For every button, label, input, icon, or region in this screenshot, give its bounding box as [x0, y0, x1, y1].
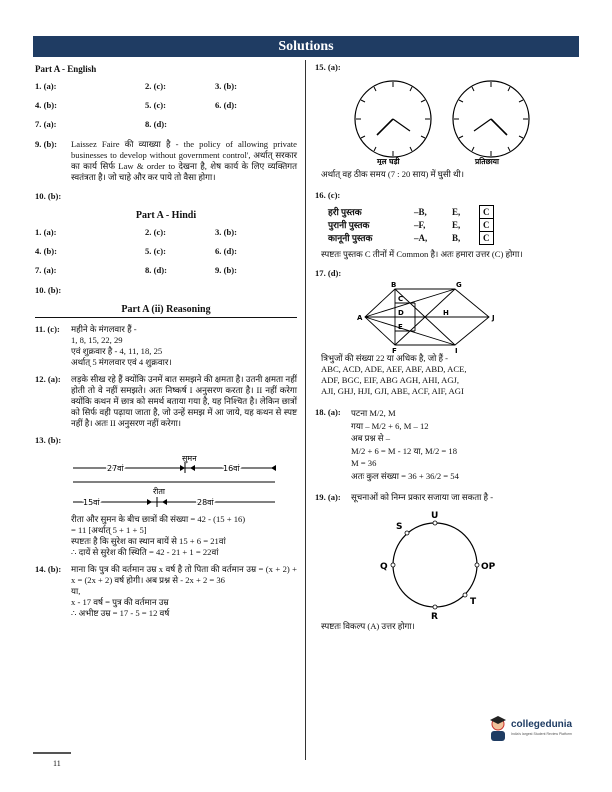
student-icon: [487, 716, 509, 742]
answer-item: 5. (c):: [145, 100, 166, 110]
answer-line: एवं शुक्रवार है - 4, 11, 18, 25: [71, 346, 163, 356]
question-14: [35, 564, 297, 619]
answer-line: या,: [71, 586, 81, 596]
answer-line: स्पष्टतः है कि सुरेश का स्थान बायें से 15 + 6 = 21वां: [71, 536, 226, 546]
mirror-clock-label: प्रतिछाया: [475, 157, 499, 165]
answer-line: गया – M/2 + 6, M – 12: [351, 420, 429, 431]
answer-line: ABC, ACD, ADE, AEF, ABF, ABD, ACE,: [321, 364, 467, 374]
seat-label: R: [431, 612, 438, 621]
answer-item: 2. (c):: [145, 81, 166, 91]
answer-item: 4. (b):: [35, 100, 57, 110]
seat-label: U: [431, 511, 439, 521]
answer-line: अब प्रश्न से –: [351, 433, 390, 443]
table-row: [327, 219, 493, 232]
question-answer-text: सूचनाओं को निम्न प्रकार सजाया जा सकता है -: [351, 492, 494, 502]
answer-line: = 11 [अर्थात् 5 + 1 + 5]: [71, 525, 147, 535]
answer-item: 7. (a):: [35, 265, 57, 275]
question-number: 11. (c):: [35, 324, 60, 334]
answer-item: 3. (b):: [215, 81, 237, 91]
circle-arrangement-diagram: [345, 509, 545, 621]
answer-item: 3. (b):: [215, 227, 237, 237]
question-number: 19. (a):: [315, 492, 341, 502]
solutions-banner: Solutions: [33, 36, 579, 57]
answer-line: अतः कुल संख्या = 36 + 36/2 = 54: [351, 470, 459, 481]
clock-diagram: [315, 73, 577, 165]
answer-item: [270, 227, 310, 238]
book-name: हरी पुस्तक: [328, 206, 362, 217]
question-9: [35, 139, 297, 183]
question-16-text: स्पष्टतः पुस्तक C तीनों में Common है। अतः हमारा उत्तर (C) होगा।: [321, 249, 523, 259]
book-name: पुरानी पुस्तक: [328, 219, 370, 230]
table-cell: B,: [452, 232, 461, 243]
answer-item: 8. (d):: [145, 119, 167, 129]
answer-line: महीने के मंगलवार हैं -: [71, 324, 137, 334]
answer-line: पटना M/2, M: [351, 408, 396, 418]
question-18: [315, 407, 577, 482]
answer-line: ADF, BGC, EIF, ABG AGH, AHI, AGJ,: [321, 375, 460, 385]
vertex-label: C: [398, 295, 404, 303]
answer-line: M/2 + 6 = M - 12 या, M/2 = 18: [351, 445, 458, 456]
answer-item: 1. (a):: [35, 227, 57, 237]
question-19: [315, 492, 577, 503]
answer-line: अर्थात् 5 मंगलवार एवं 4 शुक्रवार।: [71, 357, 172, 367]
answer-line: x - 17 वर्ष = पुत्र की वर्तमान उम्र: [71, 597, 169, 607]
original-clock-label: मूल घड़ी: [377, 157, 400, 165]
answer-item: 2. (c):: [145, 227, 166, 237]
label-15th: 15वां: [83, 498, 100, 507]
answer-line: 1, 8, 15, 22, 29: [71, 335, 123, 345]
question-answer-text: लड़के सीख रहे हैं क्योंकि उनमें बात समझने की क्षमता है। उतनी क्षमता नहीं होती तो वे नहीं समझते। अतः निष्कर्ष I अनुसरण करता है। II नहीं करेगा क्योंकि कथन में छात्र को समर्थ बताया गया है, यह निश्चित है। लेकिन छात्रों को सिर्फ वही पढ़ाया जाता है, जो उन्हें समझ में आ जाये, यह कथन से स्पष्ट नहीं है। अतः II अनुसरण नहीं करेगा।: [71, 374, 297, 428]
vertex-label: G: [456, 281, 462, 289]
vertex-label: F: [392, 347, 397, 353]
question-10-hindi: 10. (b):: [35, 285, 62, 295]
table-cell: E,: [452, 219, 461, 230]
seat-label: Q: [380, 562, 388, 572]
hindi-answers: [35, 227, 297, 276]
table-cell: C: [480, 206, 494, 219]
logo-text: collegedunia: [511, 719, 573, 730]
original-clock: [355, 81, 431, 165]
vertex-label: A: [357, 314, 363, 322]
logo-subtext: India's largest Student Review Platform: [511, 732, 572, 736]
question-16-number: 16. (c):: [315, 190, 341, 200]
label-suman: सुमन: [182, 454, 197, 463]
answer-line: ∴ दायें से सुरेश की स्थिति = 42 - 21 + 1 = 22वां: [71, 547, 219, 557]
answer-line: AJI, GHJ, HJI, GJI, ABE, ACF, AIF, AGI: [321, 386, 464, 396]
left-column: [35, 62, 297, 625]
vertex-label: D: [398, 309, 404, 317]
answer-item: 6. (d):: [215, 100, 237, 110]
english-title: Part A - English: [35, 64, 97, 74]
answer-item: [215, 119, 295, 130]
table-cell: E,: [452, 206, 461, 217]
table-cell: –A,: [414, 232, 428, 243]
vertex-label: E: [398, 323, 403, 331]
answer-item: [270, 265, 310, 276]
row-position-diagram: [35, 452, 297, 514]
question-17-number: 17. (d):: [315, 268, 342, 278]
table-cell: –F,: [414, 219, 426, 230]
english-answers: [35, 81, 297, 130]
question-15-number: 15. (a):: [315, 62, 341, 72]
label-28th: 28वां: [197, 498, 214, 507]
question-11: [35, 324, 297, 368]
collegedunia-logo: [487, 716, 579, 744]
answer-line: त्रिभुजों की संख्या 22 या अधिक है, जो हैं -: [321, 353, 449, 363]
table-cell: –B,: [414, 206, 427, 217]
answer-item: [270, 246, 310, 257]
question-13-number: 13. (b):: [35, 435, 62, 445]
answer-item: 9. (b):: [215, 265, 237, 275]
answer-item: 7. (a):: [35, 119, 57, 129]
book-name: कानूनी पुस्तक: [328, 232, 373, 243]
question-number: 14. (b):: [35, 564, 62, 574]
table-cell: C: [480, 232, 494, 245]
triangle-diagram: [315, 279, 577, 353]
vertex-label: B: [391, 281, 397, 289]
label-27th: 27वां: [107, 464, 124, 473]
answer-line: ∴ अभीष्ट उम्र = 17 - 5 = 12 वर्ष: [71, 608, 170, 618]
question-number: 12. (a):: [35, 374, 61, 384]
table-row: [327, 232, 493, 245]
column-divider: [305, 60, 306, 760]
question-12: [35, 374, 297, 429]
label-rita: रीता: [153, 487, 165, 496]
footer-rule: [33, 752, 71, 754]
answer-item: 4. (b):: [35, 246, 57, 256]
seat-label: T: [470, 597, 477, 607]
reasoning-title: Part A (ii) Reasoning: [35, 304, 297, 318]
question-17-solution: [315, 353, 577, 397]
question-19-answer: स्पष्टतः विकल्प (A) उत्तर होगा।: [321, 621, 415, 631]
question-13-solution: [35, 514, 297, 558]
label-16th: 16वां: [223, 464, 240, 473]
vertex-label: H: [443, 309, 449, 317]
mirror-clock: [453, 81, 529, 165]
seat-label: S: [396, 522, 403, 532]
answer-item: 6. (d):: [215, 246, 237, 256]
hindi-title: Part A - Hindi: [135, 210, 197, 221]
answer-item: 5. (c):: [145, 246, 166, 256]
vertex-label: I: [455, 347, 458, 353]
question-number: 18. (a):: [315, 407, 341, 417]
page-number: 11: [53, 759, 61, 768]
book-table: [327, 205, 494, 245]
answer-line: M = 36: [351, 458, 377, 468]
question-number: 9. (b):: [35, 139, 57, 149]
table-cell: C: [480, 219, 494, 232]
question-15-text: अर्थात् वह ठीक समय (7 : 20 साय) में घुसी थी।: [321, 169, 465, 179]
question-answer-text: Laissez Faire की व्याख्या है - the policy of allowing private businesses to develop without government control', अर्थात् सरकार का कार्य सिर्फ Law & order to देखना है, शेष कार्य के लिए व्यक्तिगत स्वतंत्रता है। जो चाहे और कर पाये तो वैसा होगा।: [71, 139, 297, 182]
answer-line: माना कि पुत्र की वर्तमान उम्र x वर्ष है तो पिता की वर्तमान उम्र = (x + 2) + x = (2x + 2) वर्ष होगी। अब प्रश्न से - 2x + 2 = 36: [71, 564, 297, 585]
vertex-label: J: [492, 314, 495, 322]
answer-item: 8. (d):: [145, 265, 167, 275]
question-10-english: 10. (b):: [35, 191, 62, 201]
answer-item: 1. (a):: [35, 81, 57, 91]
answer-line: रीता और सुमन के बीच छात्रों की संख्या = 42 - (15 + 16): [71, 514, 246, 524]
right-column: [315, 62, 577, 632]
table-row: [327, 206, 493, 219]
seat-label: OP: [481, 562, 496, 572]
